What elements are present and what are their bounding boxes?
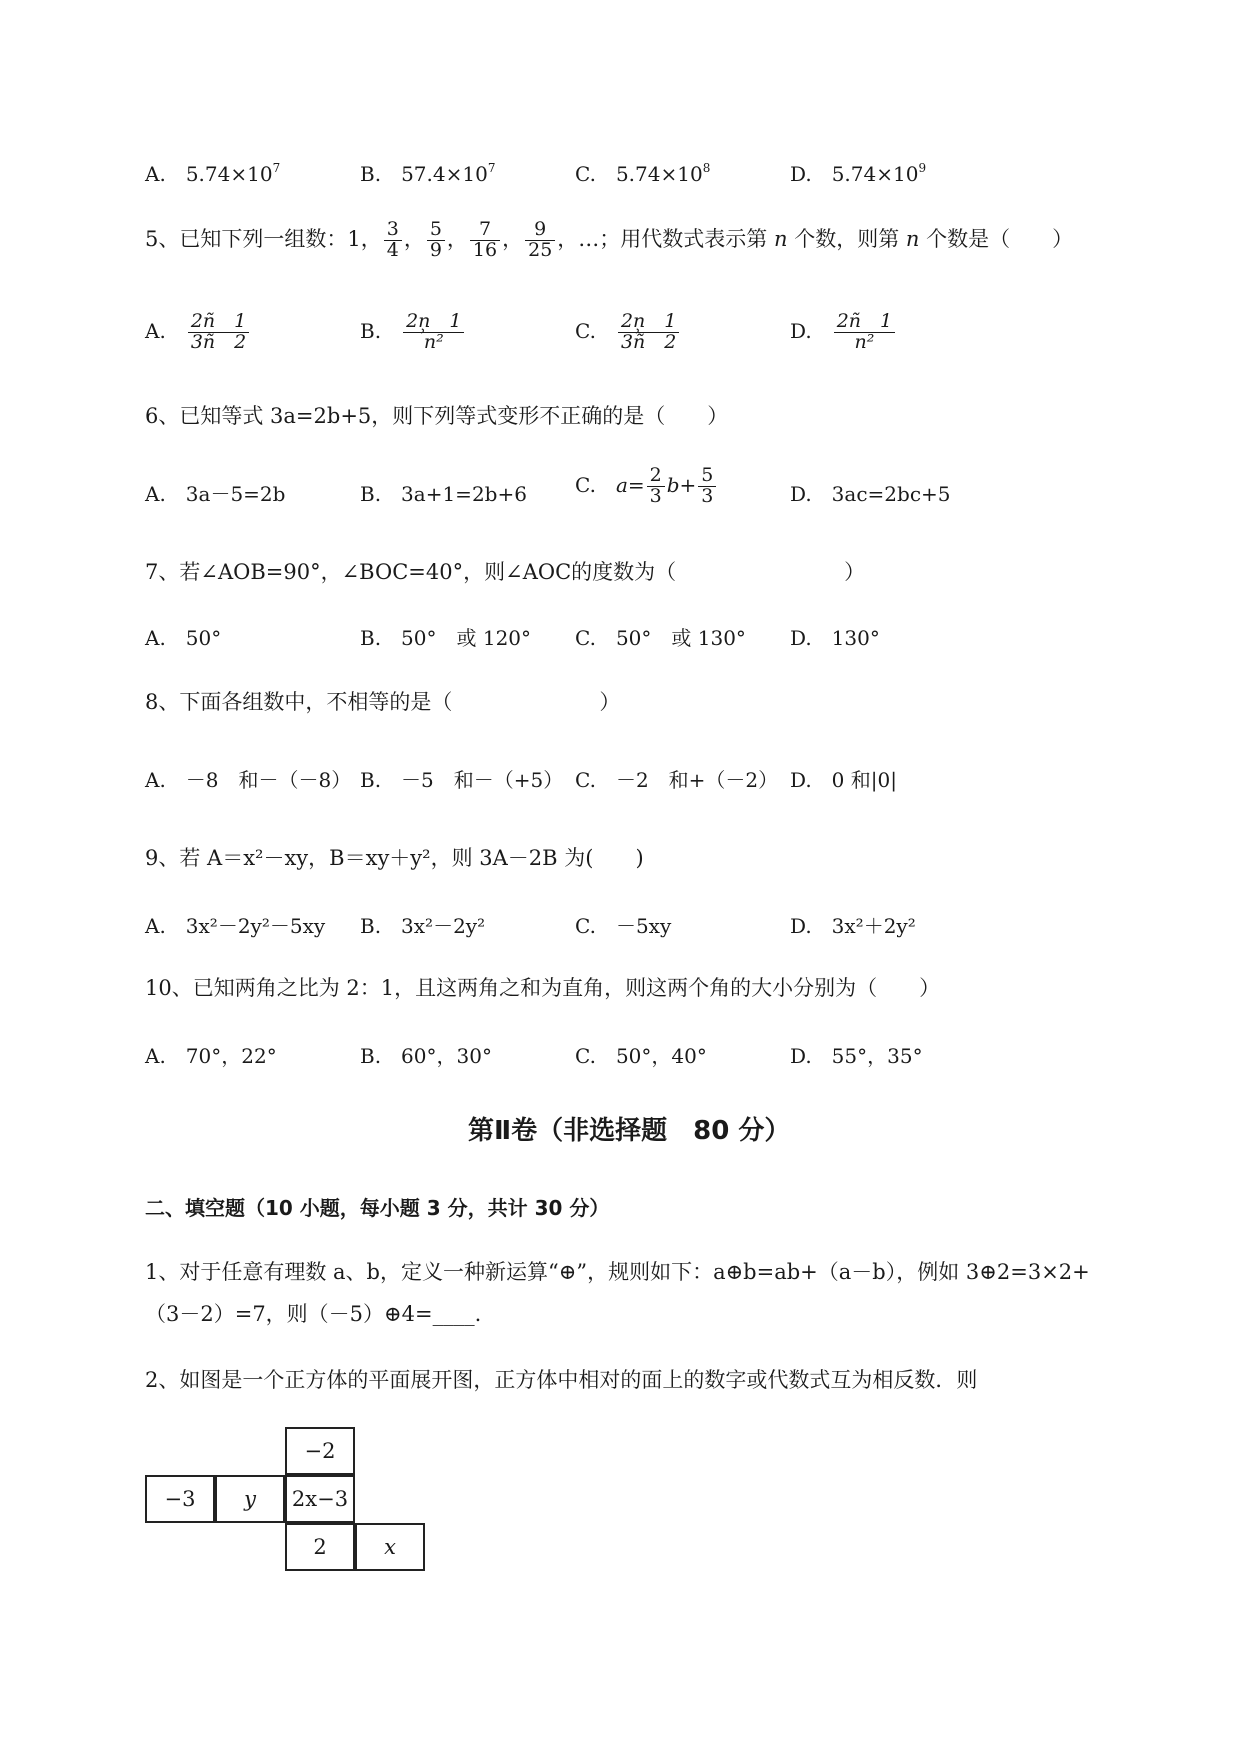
q10-option-c: C. 50°，40° (575, 1044, 707, 1068)
q6-option-d: D. 3ac=2bc+5 (790, 482, 951, 506)
q9-question: 9、若 A＝x²－xy，B＝xy＋y²，则 3A－2B 为( ) (145, 846, 644, 870)
net-cell-y: y (215, 1475, 285, 1523)
q7-option-c: C. 50° 或 130° (575, 626, 746, 650)
q5-option-c: C. $\frac{2n̹ 1}{3ñ 2}$ (575, 312, 681, 353)
q6-question: 6、已知等式 3a=2b+5，则下列等式变形不正确的是（ ） (145, 404, 729, 428)
q8-option-c: C. －2 和+（－2） (575, 768, 779, 792)
q10-question: 10、已知两角之比为 2：1，且这两角之和为直角，则这两个角的大小分别为（ ） (145, 976, 941, 1000)
q5-fraction-1: $\frac{3}{4}$ (384, 220, 402, 261)
q4-option-c: C. $5.74\times 10^8$ (575, 161, 711, 186)
q5-option-a: A. $\frac{2ñ 1}{3ñ 2}$ (145, 312, 251, 353)
cube-net-diagram (145, 1427, 430, 1592)
q5-fraction-4: $\frac{9}{25}$ (525, 220, 555, 261)
q9-option-a: A. 3x²－2y²－5xy (145, 914, 326, 938)
section-fill-in-title: 二、填空题（10 小题，每小题 3 分，共计 30 分） (145, 1196, 610, 1220)
q9-option-b: B. 3x²－2y² (360, 914, 486, 938)
q5-option-b: B. $\frac{2n̹ 1}{\text{n²}}$ (360, 312, 466, 353)
q8-question: 8、下面各组数中，不相等的是（ ） (145, 690, 621, 714)
q8-option-a: A. －8 和－（－8） (145, 768, 352, 792)
q6-option-c: C. a= $\frac{2}{3}$ b+ $\frac{5}{3}$ (575, 466, 718, 507)
q7-option-b: B. 50° 或 120° (360, 626, 532, 650)
q10-option-b: B. 60°，30° (360, 1044, 492, 1068)
net-cell-left: −3 (145, 1475, 215, 1523)
net-cell-x: x (355, 1523, 425, 1571)
net-cell-center: 2x−3 (285, 1475, 355, 1523)
q4-option-b: B. $57.4\times 10^7$ (360, 161, 496, 186)
q10-option-d: D. 55°，35° (790, 1044, 923, 1068)
fill-q2-line1: 2、如图是一个正方体的平面展开图，正方体中相对的面上的数字或代数式互为相反数．则 (145, 1368, 978, 1392)
q8-option-b: B. －5 和－（+5） (360, 768, 564, 792)
q5-question: 5、已知下列一组数：1， $\frac{3}{4}$ ， $\frac{5}{9}$ ， $\frac{7}{16}$ ， $\frac{9}{25}$ ，…；用代数式表示第 n 个数，则第 n 个数是（ ） (145, 218, 1074, 261)
q10-option-a: A. 70°，22° (145, 1044, 277, 1068)
q7-option-a: A. 50° (145, 626, 222, 650)
q9-option-d: D. 3x²＋2y² (790, 914, 916, 938)
fill-q1-line2: （3－2）=7，则（－5）⊕4=____. (145, 1302, 482, 1326)
q5-fraction-2: $\frac{5}{9}$ (427, 220, 445, 261)
q8-option-d: D. 0 和|0| (790, 768, 897, 792)
q5-fraction-3: $\frac{7}{16}$ (470, 220, 500, 261)
q7-option-d: D. 130° (790, 626, 880, 650)
fill-q1-line1: 1、对于任意有理数 a、b，定义一种新运算“⊕”，规则如下：a⊕b=ab+（a－b），例如 3⊕2=3×2+ (145, 1260, 1090, 1284)
net-cell-top: −2 (285, 1427, 355, 1475)
part-2-title: 第Ⅱ卷（非选择题 80 分） (468, 1116, 791, 1146)
q6-option-b: B. 3a+1=2b+6 (360, 482, 527, 506)
net-cell-bottom: 2 (285, 1523, 355, 1571)
q4-option-d: D. $5.74\times 10^9$ (790, 161, 927, 186)
q9-option-c: C. －5xy (575, 914, 672, 938)
q4-option-a: A. $5.74\times 10^7$ (145, 161, 281, 186)
q7-question: 7、若∠AOB=90°，∠BOC=40°，则∠AOC的度数为（ ） (145, 560, 866, 584)
q5-option-d: D. $\frac{2ñ 1}{\text{n²}}$ (790, 312, 897, 353)
q6-option-a: A. 3a－5=2b (145, 482, 286, 506)
